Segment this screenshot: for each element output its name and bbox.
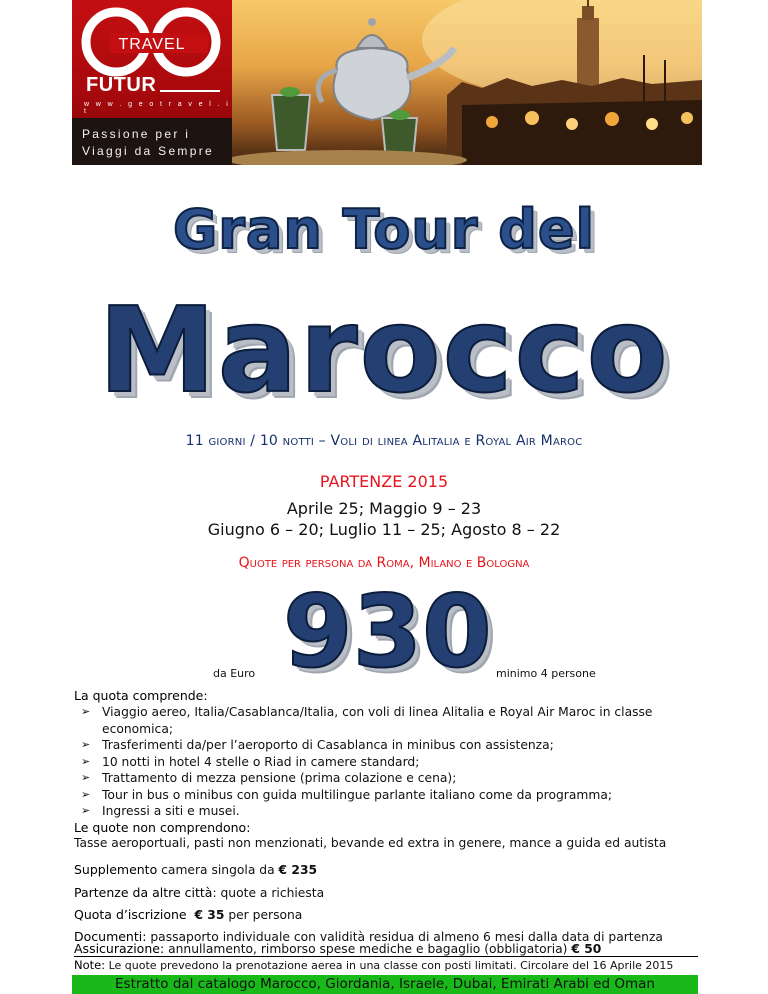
supplement-line — [74, 862, 698, 877]
title-line-1: Gran Tour del — [172, 198, 596, 261]
arrow-bullet-icon: ➢ — [81, 787, 91, 801]
insurance-label: Assicurazione: — [74, 941, 165, 956]
trip-subtitle: 11 giorni / 10 notti – Voli di linea Alitalia e Royal Air Maroc — [185, 433, 583, 449]
note-label: Note: — [74, 958, 106, 972]
insurance-value: € 50 — [571, 942, 602, 956]
includes-list — [80, 704, 700, 820]
other-cities-line — [74, 885, 698, 900]
brand-block — [72, 0, 232, 165]
departure-dates — [0, 498, 768, 540]
list-item: ➢ Viaggio aereo, Italia/Casablanca/Italia, con voli di linea Alitalia e Royal Air Maroc in classe economica; — [81, 705, 653, 736]
departures-heading: PARTENZE 2015 — [319, 472, 449, 491]
title-line-2: Marocco — [98, 281, 670, 419]
tagline-line-2: Viaggi da Sempre — [82, 144, 214, 158]
supplement-label: Supplemento — [74, 862, 158, 877]
list-item: ➢ 10 notti in hotel 4 stelle o Riad in camere standard; — [81, 754, 420, 769]
price-suffix: minimo 4 persone — [496, 667, 596, 680]
marrakech-photo — [232, 0, 702, 165]
departure-dates-line-1: Aprile 25; Maggio 9 – 23 — [286, 499, 482, 518]
registration-text: per persona — [224, 908, 303, 922]
arrow-bullet-icon: ➢ — [81, 771, 91, 784]
brand-name: FUTUR — [86, 74, 157, 96]
header-banner — [72, 0, 702, 165]
brand-tagline — [72, 118, 232, 165]
other-cities-label: Partenze da altre città — [74, 885, 213, 900]
arrow-bullet-icon: ➢ — [81, 705, 91, 718]
supplement-value: € 235 — [278, 863, 318, 877]
list-item: ➢ Trasferimenti da/per l’aeroporto di Casablanca in minibus con assistenza; — [81, 738, 554, 752]
price-heading: Quote per persona da Roma, Milano e Bologna — [238, 555, 530, 571]
divider — [74, 956, 698, 957]
price-amount: 930 — [283, 573, 492, 690]
note-text: Le quote prevedono la prenotazione aerea in una classe con posti limitati. Circolare del 16 Aprile 2015 — [105, 959, 674, 972]
teapot-market-illustration — [232, 0, 702, 165]
documents-label: Documenti: — [74, 929, 147, 944]
arrow-bullet-icon: ➢ — [81, 754, 91, 768]
documents-text: passaporto individuale con validità residua di almeno 6 mesi dalla data di partenza — [146, 930, 663, 944]
list-item: ➢ Ingressi a siti e musei. — [81, 804, 240, 818]
excludes-title: Le quote non comprendono: — [74, 820, 251, 835]
supplement-text: camera singola da — [157, 863, 279, 877]
insurance-line — [74, 941, 698, 956]
logo-word: TRAVEL — [118, 36, 186, 53]
registration-line — [74, 907, 698, 922]
brand-underline — [160, 90, 220, 92]
note-line — [74, 958, 698, 972]
arrow-bullet-icon: ➢ — [81, 738, 91, 751]
brand-url: w w w . g e o t r a v e l . i t — [84, 101, 231, 115]
list-item: ➢ Tour in bus o minibus con guida multilingue parlante italiano come da programma; — [81, 787, 613, 802]
list-item: ➢ Trattamento di mezza pensione (prima colazione e cena); — [81, 771, 457, 785]
price-prefix: da Euro — [213, 667, 256, 680]
insurance-text: annullamento, rimborso spese mediche e bagaglio (obbligatoria) — [164, 942, 572, 956]
catalog-footer: Estratto dal catalogo Marocco, Giordania, Israele, Dubai, Emirati Arabi ed Oman — [72, 975, 698, 994]
go-logo-icon — [80, 6, 224, 78]
other-cities-text: : quote a richiesta — [212, 886, 325, 900]
excludes-text: Tasse aeroportuali, pasti non menzionati, bevande ed extra in genere, mance a guida ed autista — [74, 836, 667, 850]
registration-value: € 35 — [194, 908, 225, 922]
departure-dates-line-2: Giugno 6 – 20; Luglio 11 – 25; Agosto 8 – 22 — [207, 520, 561, 539]
arrow-bullet-icon: ➢ — [81, 804, 91, 817]
tagline-line-1: Passione per i — [82, 127, 191, 141]
includes-title: La quota comprende: — [74, 688, 208, 703]
registration-label: Quota d’iscrizione — [74, 907, 187, 922]
